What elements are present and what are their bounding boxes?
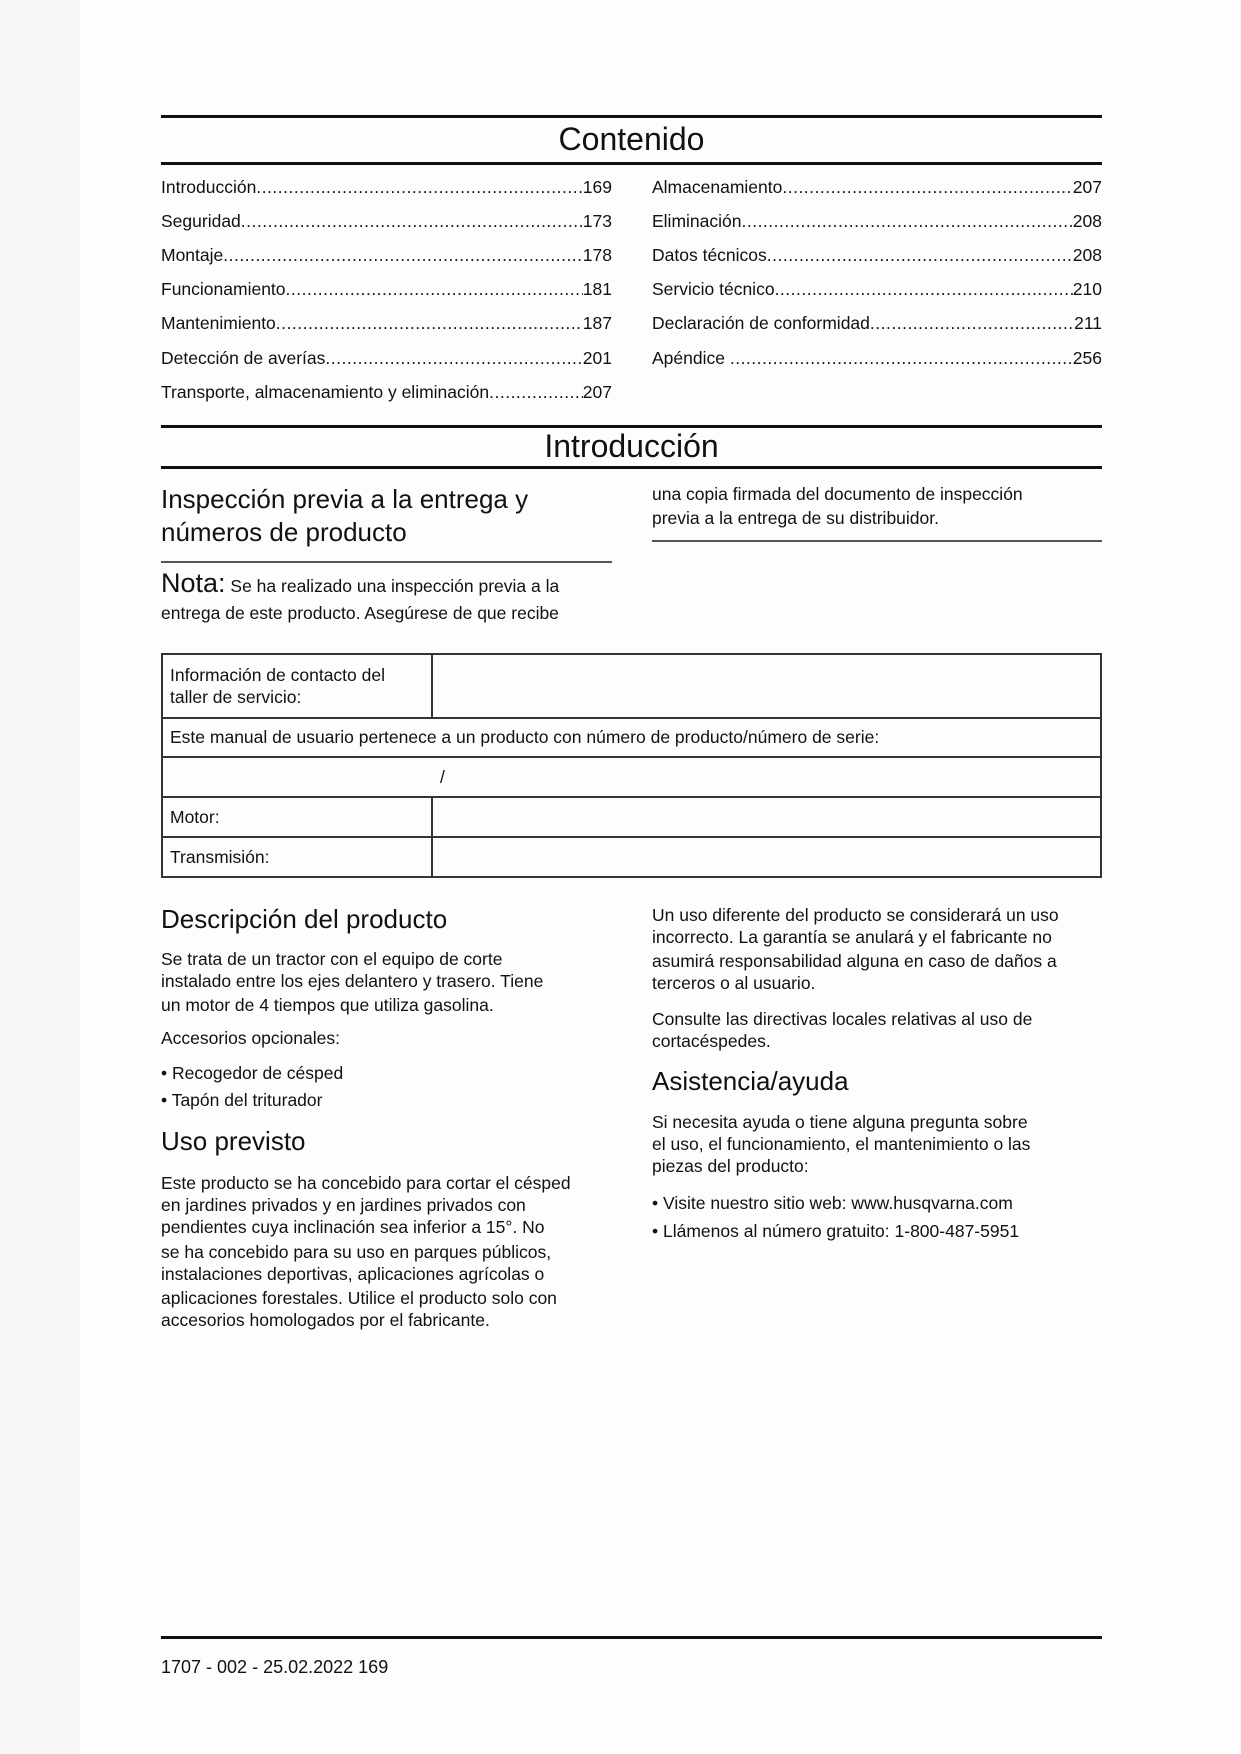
- toc-entry-apendice[interactable]: [652, 348, 1102, 368]
- toc-entry-deteccion-averias[interactable]: [161, 348, 612, 368]
- toc-entry-mantenimiento[interactable]: [161, 313, 612, 333]
- table-row-service-contact: [162, 654, 1101, 718]
- toc-leader: [223, 245, 583, 265]
- transmission-label: Transmisión:: [162, 837, 432, 877]
- toc-entry-almacenamiento[interactable]: [652, 177, 1102, 197]
- toc-leader: [256, 177, 582, 197]
- local-directive-line: cortacéspedes.: [652, 1031, 771, 1051]
- toc-entry-montaje[interactable]: [161, 245, 612, 265]
- support-website-item: • Visite nuestro sitio web: www.husqvarna.com: [652, 1193, 1013, 1213]
- toc-label: Servicio técnico: [652, 279, 775, 299]
- inspection-heading-line1: Inspección previa a la entrega y: [161, 484, 529, 514]
- intended-use-heading: Uso previsto: [161, 1126, 306, 1156]
- toc-leader: [286, 279, 583, 299]
- support-heading: Asistencia/ayuda: [652, 1066, 849, 1096]
- intended-use-line: Este producto se ha concebido para cortar el césped: [161, 1173, 571, 1193]
- footer: [161, 1656, 388, 1679]
- toc-label: Declaración de conformidad: [652, 313, 870, 333]
- toc-page: 211: [1074, 313, 1102, 333]
- toc-entry-datos-tecnicos[interactable]: [652, 245, 1102, 265]
- toc-page: 256: [1072, 348, 1102, 368]
- toc-label: Detección de averías: [161, 348, 326, 368]
- support-line: el uso, el funcionamiento, el mantenimiento o las: [652, 1134, 1031, 1154]
- toc-label: Seguridad: [161, 211, 241, 231]
- toc-leader: [276, 313, 583, 333]
- toc-leader: [741, 211, 1072, 231]
- transmission-field[interactable]: [432, 837, 1101, 877]
- support-website-link[interactable]: Visite nuestro sitio web: www.husqvarna.com: [663, 1193, 1013, 1213]
- serial-separator: /: [440, 766, 445, 787]
- support-phone-number[interactable]: Llámenos al número gratuito: 1-800-487-5951: [663, 1221, 1020, 1241]
- toc-entry-declaracion-conformidad[interactable]: [652, 313, 1102, 333]
- serial-number-field[interactable]: [162, 757, 1101, 797]
- toc-label: Datos técnicos: [652, 245, 767, 265]
- table-row-serial-number: [162, 757, 1101, 797]
- note-line-2: entrega de este producto. Asegúrese de que recibe: [161, 603, 559, 623]
- local-directive-line: Consulte las directivas locales relativas al uso de: [652, 1009, 1033, 1029]
- table-row-serial-statement: [162, 718, 1101, 757]
- inspection-right-divider: [652, 540, 1102, 542]
- description-heading: Descripción del producto: [161, 904, 448, 934]
- toc-entry-eliminacion[interactable]: [652, 211, 1102, 231]
- footer-rule: [161, 1636, 1102, 1639]
- toc-page: 208: [1072, 211, 1102, 231]
- toc-label: Apéndice: [652, 348, 730, 368]
- motor-field[interactable]: [432, 797, 1101, 837]
- support-phone-item: • Llámenos al número gratuito: 1-800-487-5951: [652, 1221, 1020, 1241]
- toc-label: Eliminación: [652, 211, 742, 231]
- toc-leader: [782, 177, 1072, 197]
- misuse-line: Un uso diferente del producto se considerará un uso: [652, 905, 1059, 925]
- toc-page: 178: [582, 245, 612, 265]
- toc-entry-transporte[interactable]: [161, 382, 612, 402]
- service-contact-field[interactable]: [432, 654, 1101, 718]
- toc-label: Introducción: [161, 177, 257, 197]
- support-line: piezas del producto:: [652, 1156, 809, 1176]
- toc-title: Contenido: [558, 121, 705, 157]
- toc-top-rule: [161, 115, 1102, 118]
- accessory-text: Tapón del triturador: [171, 1090, 323, 1110]
- toc-label: Almacenamiento: [652, 177, 783, 197]
- toc-leader: [489, 382, 583, 402]
- table-row-motor: [162, 797, 1101, 837]
- toc-leader: [730, 348, 1073, 368]
- misuse-line: asumirá responsabilidad alguna en caso de daños a: [652, 951, 1057, 971]
- intended-use-line: se ha concebido para su uso en parques públicos,: [161, 1242, 552, 1262]
- accessory-item: • Tapón del triturador: [161, 1090, 323, 1110]
- description-line-1: Se trata de un tractor con el equipo de corte: [161, 949, 503, 969]
- toc-leader: [241, 211, 583, 231]
- misuse-line: incorrecto. La garantía se anulará y el fabricante no: [652, 927, 1052, 947]
- intended-use-line: aplicaciones forestales. Utilice el producto solo con: [161, 1288, 557, 1308]
- toc-entry-introduccion[interactable]: [161, 177, 612, 197]
- toc-entry-seguridad[interactable]: [161, 211, 612, 231]
- toc-label: Funcionamiento: [161, 279, 286, 299]
- toc-page: 207: [582, 382, 612, 402]
- toc-page: 173: [582, 211, 612, 231]
- toc-page: 208: [1072, 245, 1102, 265]
- toc-bottom-rule: [161, 162, 1102, 165]
- serial-statement: Este manual de usuario pertenece a un producto con número de producto/número de serie:: [162, 718, 1101, 757]
- intro-title: Introducción: [544, 428, 719, 464]
- accessories-label: Accesorios opcionales:: [161, 1028, 340, 1048]
- toc-leader: [870, 313, 1074, 333]
- toc-page: 201: [582, 348, 612, 368]
- description-line-3: un motor de 4 tiempos que utiliza gasolina.: [161, 995, 494, 1015]
- misuse-line: terceros o al usuario.: [652, 973, 816, 993]
- toc-page: 169: [582, 177, 612, 197]
- intended-use-line: instalaciones deportivas, aplicaciones agrícolas o: [161, 1264, 545, 1284]
- toc-label: Mantenimiento: [161, 313, 276, 333]
- description-line-2: instalado entre los ejes delantero y trasero. Tiene: [161, 971, 544, 991]
- toc-leader: [767, 245, 1073, 265]
- intended-use-line: pendientes cuya inclinación sea inferior a 15°. No: [161, 1217, 545, 1237]
- note-text: Se ha realizado una inspección previa a la: [225, 576, 560, 596]
- accessory-item: • Recogedor de césped: [161, 1063, 344, 1083]
- intro-bottom-rule: [161, 466, 1102, 469]
- toc-label: Transporte, almacenamiento y eliminación: [161, 382, 490, 402]
- toc-entry-funcionamiento[interactable]: [161, 279, 612, 299]
- toc-leader: [775, 279, 1073, 299]
- toc-page: 187: [582, 313, 612, 333]
- accessory-text: Recogedor de césped: [172, 1063, 344, 1083]
- table-row-transmission: [162, 837, 1101, 877]
- note-line-4: previa a la entrega de su distribuidor.: [652, 508, 939, 528]
- footer-doc-ref: 1707 - 002 - 25.02.2022: [161, 1657, 354, 1677]
- intended-use-line: en jardines privados y en jardines privados con: [161, 1195, 526, 1215]
- toc-label: Montaje: [161, 245, 224, 265]
- footer-page-number: 169: [358, 1657, 389, 1677]
- toc-entry-servicio-tecnico[interactable]: [652, 279, 1102, 299]
- toc-page: 181: [582, 279, 612, 299]
- note-line-1: [161, 568, 560, 598]
- support-line: Si necesita ayuda o tiene alguna pregunta sobre: [652, 1112, 1028, 1132]
- note-line-3: una copia firmada del documento de inspección: [652, 484, 1023, 504]
- toc-page: 210: [1072, 279, 1102, 299]
- toc-page: 207: [1072, 177, 1102, 197]
- inspection-heading-line2: números de producto: [161, 517, 407, 547]
- product-info-table: [161, 653, 1102, 878]
- service-contact-label: Información de contacto del taller de servicio:: [162, 654, 432, 718]
- inspection-divider: [161, 561, 612, 563]
- motor-label: Motor:: [162, 797, 432, 837]
- note-label: Nota:: [161, 568, 226, 598]
- intended-use-line: accesorios homologados por el fabricante.: [161, 1310, 490, 1330]
- toc-leader: [325, 348, 582, 368]
